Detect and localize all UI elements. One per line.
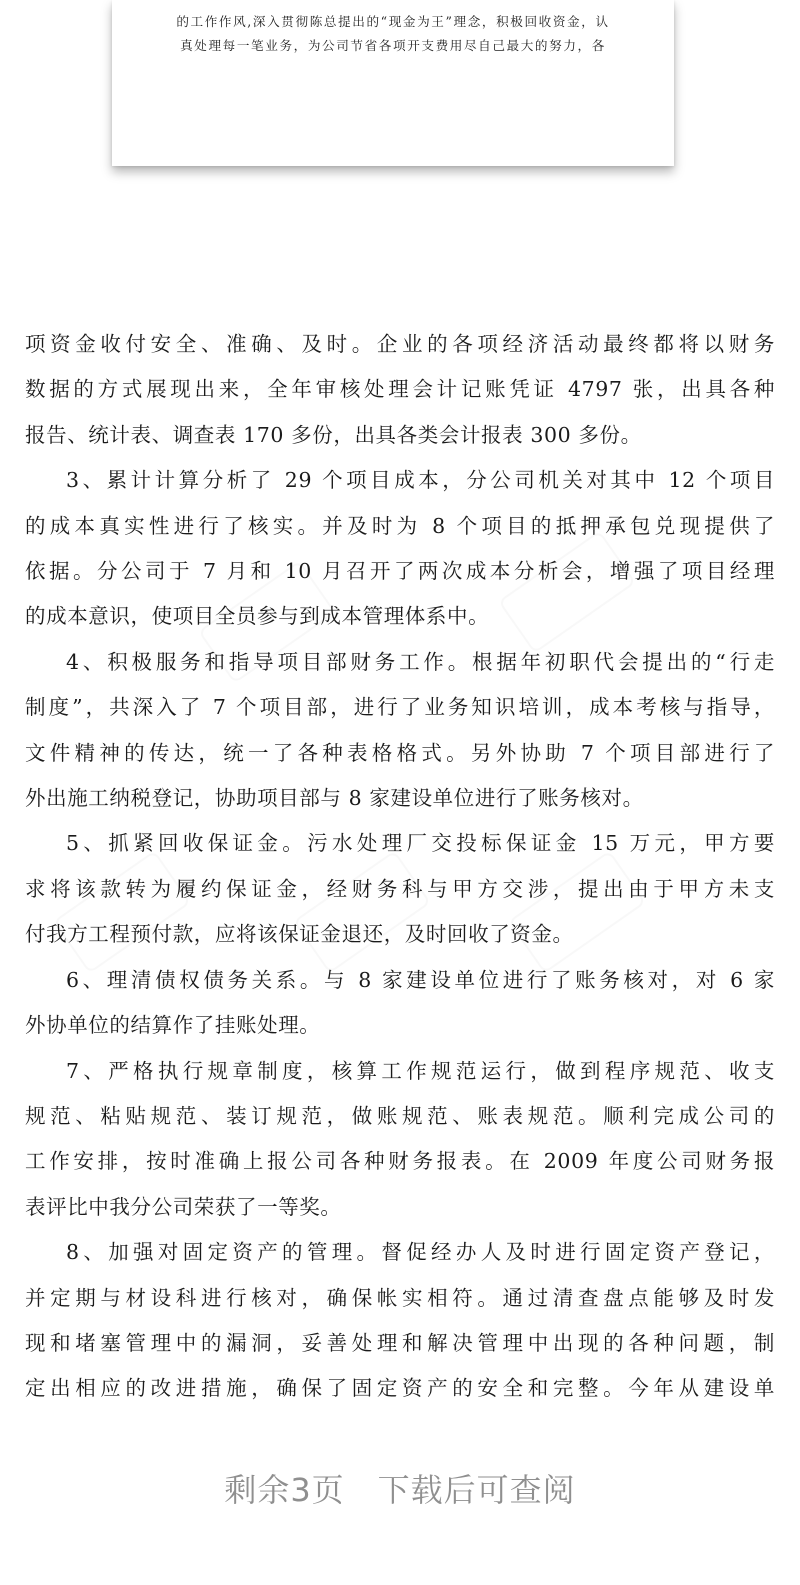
document-line: 规范、粘贴规范、装订规范，做账规范、账表规范。顺利完成公司的 [25, 1103, 775, 1128]
preview-line: 的工作作风,深入贯彻陈总提出的“现金为王”理念，积极回收资金，认 [176, 14, 610, 29]
document-line: 4、积极服务和指导项目部财务工作。根据年初职代会提出的“行走 [66, 649, 775, 674]
document-line: 求将该款转为履约保证金，经财务科与甲方交涉，提出由于甲方未支 [25, 876, 775, 901]
document-line: 数据的方式展现出来，全年审核处理会计记账凭证 4797 张，出具各种 [25, 377, 775, 402]
document-line: 5、抓紧回收保证金。污水处理厂交投标保证金 15 万元，甲方要 [66, 831, 775, 856]
document-line: 6、理清债权债务关系。与 8 家建设单位进行了账务核对，对 6 家 [66, 967, 775, 992]
remaining-pages-download-link[interactable]: 剩余3页 下载后可查阅 [224, 1471, 576, 1509]
document-line: 7、严格执行规章制度，核算工作规范运行，做到程序规范、收支 [66, 1058, 775, 1083]
document-line: 并定期与材设科进行核对，确保帐实相符。通过清查盘点能够及时发 [25, 1285, 775, 1310]
document-line: 工作安排，按时准确上报公司各种财务报表。在 2009 年度公司财务报 [25, 1149, 775, 1174]
document-body [25, 322, 775, 1412]
previous-page-preview [112, 0, 674, 166]
document-line: 的成本真实性进行了核实。并及时为 8 个项目的抵押承包兑现提供了 [25, 513, 775, 538]
document-line: 表评比中我分公司荣获了一等奖。 [25, 1194, 342, 1219]
document-line: 8、加强对固定资产的管理。督促经办人及时进行固定资产登记， [66, 1240, 775, 1265]
document-line: 付我方工程预付款，应将该保证金退还，及时回收了资金。 [25, 922, 574, 947]
document-line: 文件精神的传达，统一了各种表格格式。另外协助 7 个项目部进行了 [25, 740, 775, 765]
document-line: 定出相应的改进措施，确保了固定资产的安全和完整。今年从建设单 [25, 1376, 775, 1401]
document-line: 报告、统计表、调查表 170 多份，出具各类会计报表 300 多份。 [25, 422, 642, 447]
document-line: 外协单位的结算作了挂账处理。 [25, 1013, 321, 1038]
document-line: 项资金收付安全、准确、及时。企业的各项经济活动最终都将以财务 [25, 332, 775, 356]
document-line: 的成本意识，使项目全员参与到成本管理体系中。 [25, 604, 490, 629]
document-line: 3、累计计算分析了 29 个项目成本，分公司机关对其中 12 个项目 [66, 468, 775, 493]
document-line: 制度”，共深入了 7 个项目部，进行了业务知识培训，成本考核与指导， [25, 695, 775, 720]
document-line: 依据。分公司于 7 月和 10 月召开了两次成本分析会，增强了项目经理 [25, 559, 775, 584]
preview-line: 真处理每一笔业务，为公司节省各项开支费用尽自己最大的努力，各 [180, 38, 606, 53]
document-line: 外出施工纳税登记，协助项目部与 8 家建设单位进行了账务核对。 [25, 786, 644, 811]
document-line: 现和堵塞管理中的漏洞，妥善处理和解决管理中出现的各种问题，制 [25, 1330, 775, 1355]
